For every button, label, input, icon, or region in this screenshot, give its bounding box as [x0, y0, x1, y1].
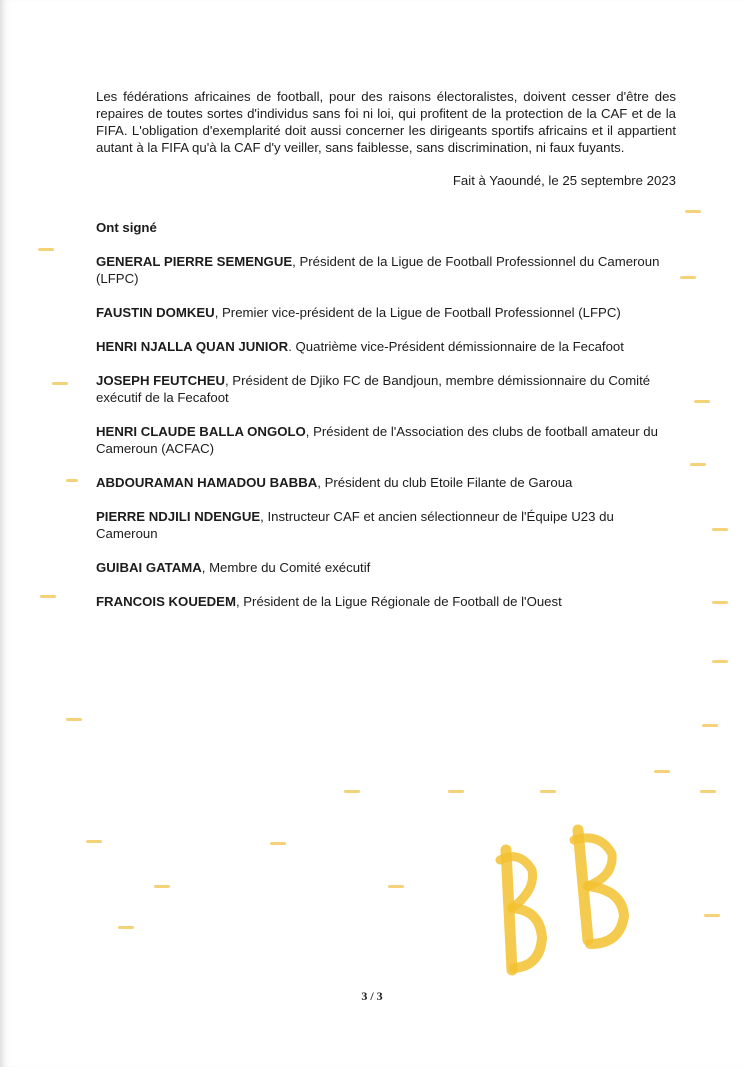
watermark-dash: [702, 724, 718, 727]
watermark-dash: [694, 400, 710, 403]
watermark-dash: [40, 595, 56, 598]
signatory-role: Premier vice-président de la Ligue de Football Professionnel (LFPC): [222, 305, 621, 320]
watermark-dash: [118, 926, 134, 929]
watermark-dash: [52, 382, 68, 385]
watermark-dash: [700, 790, 716, 793]
signatory-name: GUIBAI GATAMA: [96, 560, 202, 575]
signatory-item: HENRI CLAUDE BALLA ONGOLO, Président de l'Association des clubs de football amateur du Cameroun (ACFAC): [96, 424, 658, 456]
watermark-dash: [712, 528, 728, 531]
watermark-dash: [154, 885, 170, 888]
signatory-role: Président de Djiko FC de Bandjoun, membre démissionnaire du Comité exécutif de la Fecafoot: [96, 373, 651, 405]
signatory-item: FAUSTIN DOMKEU, Premier vice-président de la Ligue de Football Professionnel (LFPC): [96, 305, 621, 320]
signatory-name: FAUSTIN DOMKEU: [96, 305, 215, 320]
watermark-dash: [690, 463, 706, 466]
signatory-role: Président de la Ligue Régionale de Football de l'Ouest: [243, 594, 562, 609]
signatory-role: Président de l'Association des clubs de football amateur du Cameroun (ACFAC): [96, 424, 658, 456]
signatory-name: HENRI NJALLA QUAN JUNIOR: [96, 339, 289, 354]
signatory-name: JOSEPH FEUTCHEU: [96, 373, 225, 388]
signatory-name: FRANCOIS KOUEDEM: [96, 594, 236, 609]
watermark-dash: [66, 718, 82, 721]
watermark-dash: [38, 248, 54, 251]
watermark-dash: [66, 479, 78, 482]
signatory-item: PIERRE NDJILI NDENGUE, Instructeur CAF et ancien sélectionneur de l'Équipe U23 du Cameroun: [96, 509, 614, 541]
signatory-name: GENERAL PIERRE SEMENGUE: [96, 254, 293, 269]
signatory-item: FRANCOIS KOUEDEM, Président de la Ligue Régionale de Football de l'Ouest: [96, 594, 562, 609]
watermark-dash: [685, 210, 701, 213]
watermark-dash: [704, 914, 720, 917]
watermark-dash: [540, 790, 556, 793]
watermark-dash: [344, 790, 360, 793]
watermark-dash: [712, 601, 728, 604]
page-number: 3 / 3: [361, 989, 383, 1003]
signatory-item: HENRI NJALLA QUAN JUNIOR. Quatrième vice-Président démissionnaire de la Fecafoot: [96, 339, 624, 354]
watermark-dash: [86, 840, 102, 843]
signatory-name: ABDOURAMAN HAMADOU BABBA: [96, 475, 318, 490]
signatory-role: Président de la Ligue de Football Professionnel du Cameroun (LFPC): [96, 254, 660, 286]
monogram-strokes: [500, 830, 624, 970]
signatory-item: GENERAL PIERRE SEMENGUE, Président de la Ligue de Football Professionnel du Cameroun (LFPC): [96, 254, 660, 286]
watermark-dash: [448, 790, 464, 793]
signatory-role: Président du club Etoile Filante de Garoua: [324, 475, 573, 490]
closing-paragraph: Les fédérations africaines de football, pour des raisons électoralistes, doivent cesser d'être des repaires de toutes sortes d'individus sans foi ni loi, qui profitent de la protection de la CAF et de la FIFA. L'obligation d'exemplarité doit aussi concerner les dirigeants sportifs africains et il appartient autant à la FIFA qu'à la CAF d'y veiller, sans faiblesse, sans discrimination, ni faux fuyants.: [96, 89, 676, 155]
watermark-dash: [388, 885, 404, 888]
watermark-dash: [270, 842, 286, 845]
signatories-list: [96, 253, 676, 610]
signatory-item: ABDOURAMAN HAMADOU BABBA, Président du club Etoile Filante de Garoua: [96, 475, 573, 490]
signatory-role: Instructeur CAF et ancien sélectionneur de l'Équipe U23 du Cameroun: [96, 509, 614, 541]
watermark-dash: [712, 660, 728, 663]
bb-monogram-logo: [490, 820, 640, 980]
signatory-role: Quatrième vice-Président démissionnaire de la Fecafoot: [295, 339, 624, 354]
watermark-dash: [654, 770, 670, 773]
signatory-role: Membre du Comité exécutif: [209, 560, 371, 575]
signatory-name: HENRI CLAUDE BALLA ONGOLO: [96, 424, 306, 439]
document-body: [96, 88, 676, 627]
signatories-heading: Ont signé: [96, 220, 157, 235]
signatory-item: JOSEPH FEUTCHEU, Président de Djiko FC de Bandjoun, membre démissionnaire du Comité exécutif de la Fecafoot: [96, 373, 651, 405]
watermark-dash: [680, 276, 696, 279]
signatory-item: GUIBAI GATAMA, Membre du Comité exécutif: [96, 560, 371, 575]
place-and-date: Fait à Yaoundé, le 25 septembre 2023: [452, 173, 676, 188]
signatory-name: PIERRE NDJILI NDENGUE: [96, 509, 261, 524]
